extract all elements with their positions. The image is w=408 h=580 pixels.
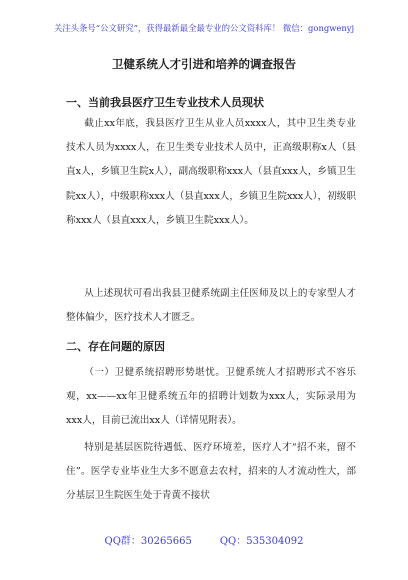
section-heading-2: 二、存在问题的原因 xyxy=(66,340,165,353)
section-heading-1: 一、当前我县医疗卫生专业技术人员现状 xyxy=(66,96,264,109)
paragraph-recruitment: （一）卫健系统招聘形势堪忧。卫健系统人才招聘形式不容乐观，xx——xx年卫健系统五年的招聘计划数为xxx人，实际录用为xxx人，目前已流出xx人（详情见附表）。 xyxy=(66,367,356,427)
footer-qq-group: QQ群：30265665 xyxy=(104,536,192,547)
paragraph-current-status: 截止xx年底，我县医疗卫生从业人员xxxx人，其中卫生类专业技术人员为xxxx人，在卫生类专业技术人员中，正高级职称x人（县直x人，乡镇卫生院x人），副高级职称xxx人（县直xxx人，乡镇卫生院xx人），中级职称xxx人（县直xxx人，乡镇卫生院xxx人），初级职称xxx人（县直xxx人，乡镇卫生院xxx人）。 xyxy=(66,118,356,226)
footer-contact xyxy=(0,532,408,547)
document-title: 卫健系统人才引进和培养的调查报告 xyxy=(112,57,296,71)
paragraph-grassroots: 特别是基层医院待遇低、医疗环境差，医疗人才“招不来，留不住”。医学专业毕业生大多不愿意去农村，招来的人才流动性大，部分基层卫生院医生处于青黄不接状 xyxy=(66,442,356,502)
header-banner: 关注头条号“公文研究”，获得最新最全最专业的公文资料库！ 微信：gongwenyj xyxy=(53,23,355,33)
footer-qq: QQ：535304092 xyxy=(219,536,304,547)
paragraph-conclusion: 从上述现状可看出我县卫健系统副主任医师及以上的专家型人才整体偏少，医疗技术人才匮乏。 xyxy=(66,288,356,324)
